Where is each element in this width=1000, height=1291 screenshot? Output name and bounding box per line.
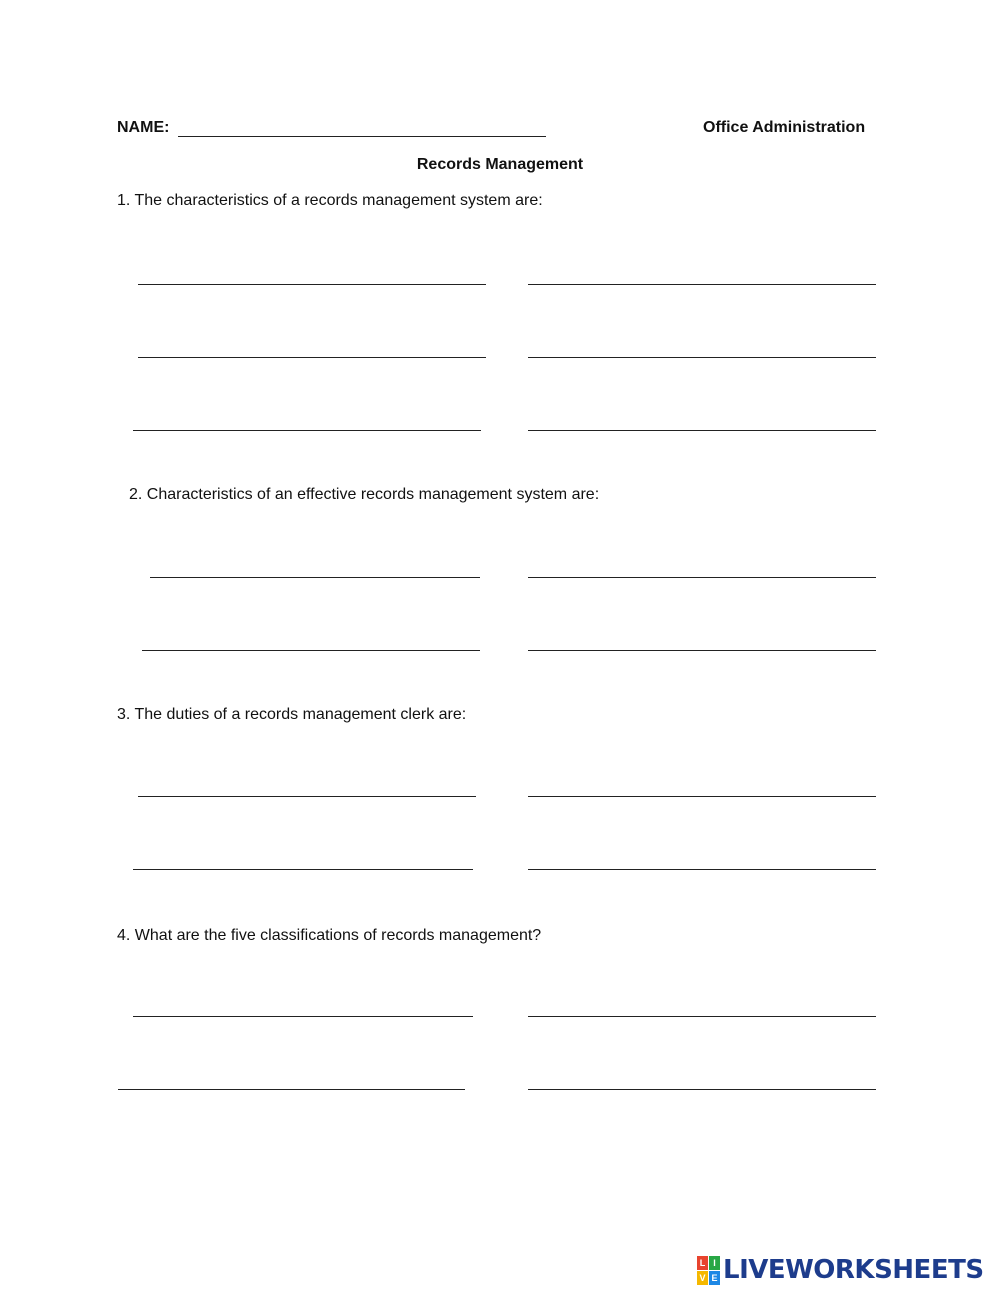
answer-line-2-2[interactable] (528, 577, 876, 578)
answer-line-3-2[interactable] (528, 796, 876, 797)
logo-mark-icon (697, 1256, 720, 1285)
answer-line-3-3[interactable] (133, 869, 473, 870)
logo-letter-l: L (697, 1256, 708, 1270)
logo-letter-i: I (709, 1256, 720, 1270)
answer-line-1-3[interactable] (138, 357, 486, 358)
answer-line-1-1[interactable] (138, 284, 486, 285)
page-title: Records Management (416, 156, 584, 173)
answer-line-4-1[interactable] (133, 1016, 473, 1017)
name-label: NAME: (117, 119, 170, 136)
answer-line-2-3[interactable] (142, 650, 480, 651)
logo-letter-e: E (709, 1271, 720, 1285)
answer-line-1-6[interactable] (528, 430, 876, 431)
liveworksheets-logo (697, 1255, 984, 1285)
name-input-line[interactable] (178, 136, 546, 137)
logo-text: LIVEWORKSHEETS (723, 1255, 984, 1285)
question-4: 4. What are the five classifications of records management? (117, 927, 542, 944)
answer-line-1-4[interactable] (528, 357, 876, 358)
answer-line-2-4[interactable] (528, 650, 876, 651)
answer-line-4-4[interactable] (528, 1089, 876, 1090)
logo-letter-v: V (697, 1271, 708, 1285)
answer-line-3-1[interactable] (138, 796, 476, 797)
answer-line-4-3[interactable] (118, 1089, 465, 1090)
question-1: 1. The characteristics of a records management system are: (117, 192, 543, 209)
question-3: 3. The duties of a records management clerk are: (117, 706, 467, 723)
answer-line-1-2[interactable] (528, 284, 876, 285)
answer-line-1-5[interactable] (133, 430, 481, 431)
course-title: Office Administration (703, 119, 866, 136)
answer-line-4-2[interactable] (528, 1016, 876, 1017)
answer-line-3-4[interactable] (528, 869, 876, 870)
answer-line-2-1[interactable] (150, 577, 480, 578)
question-2: 2. Characteristics of an effective records management system are: (129, 486, 600, 503)
